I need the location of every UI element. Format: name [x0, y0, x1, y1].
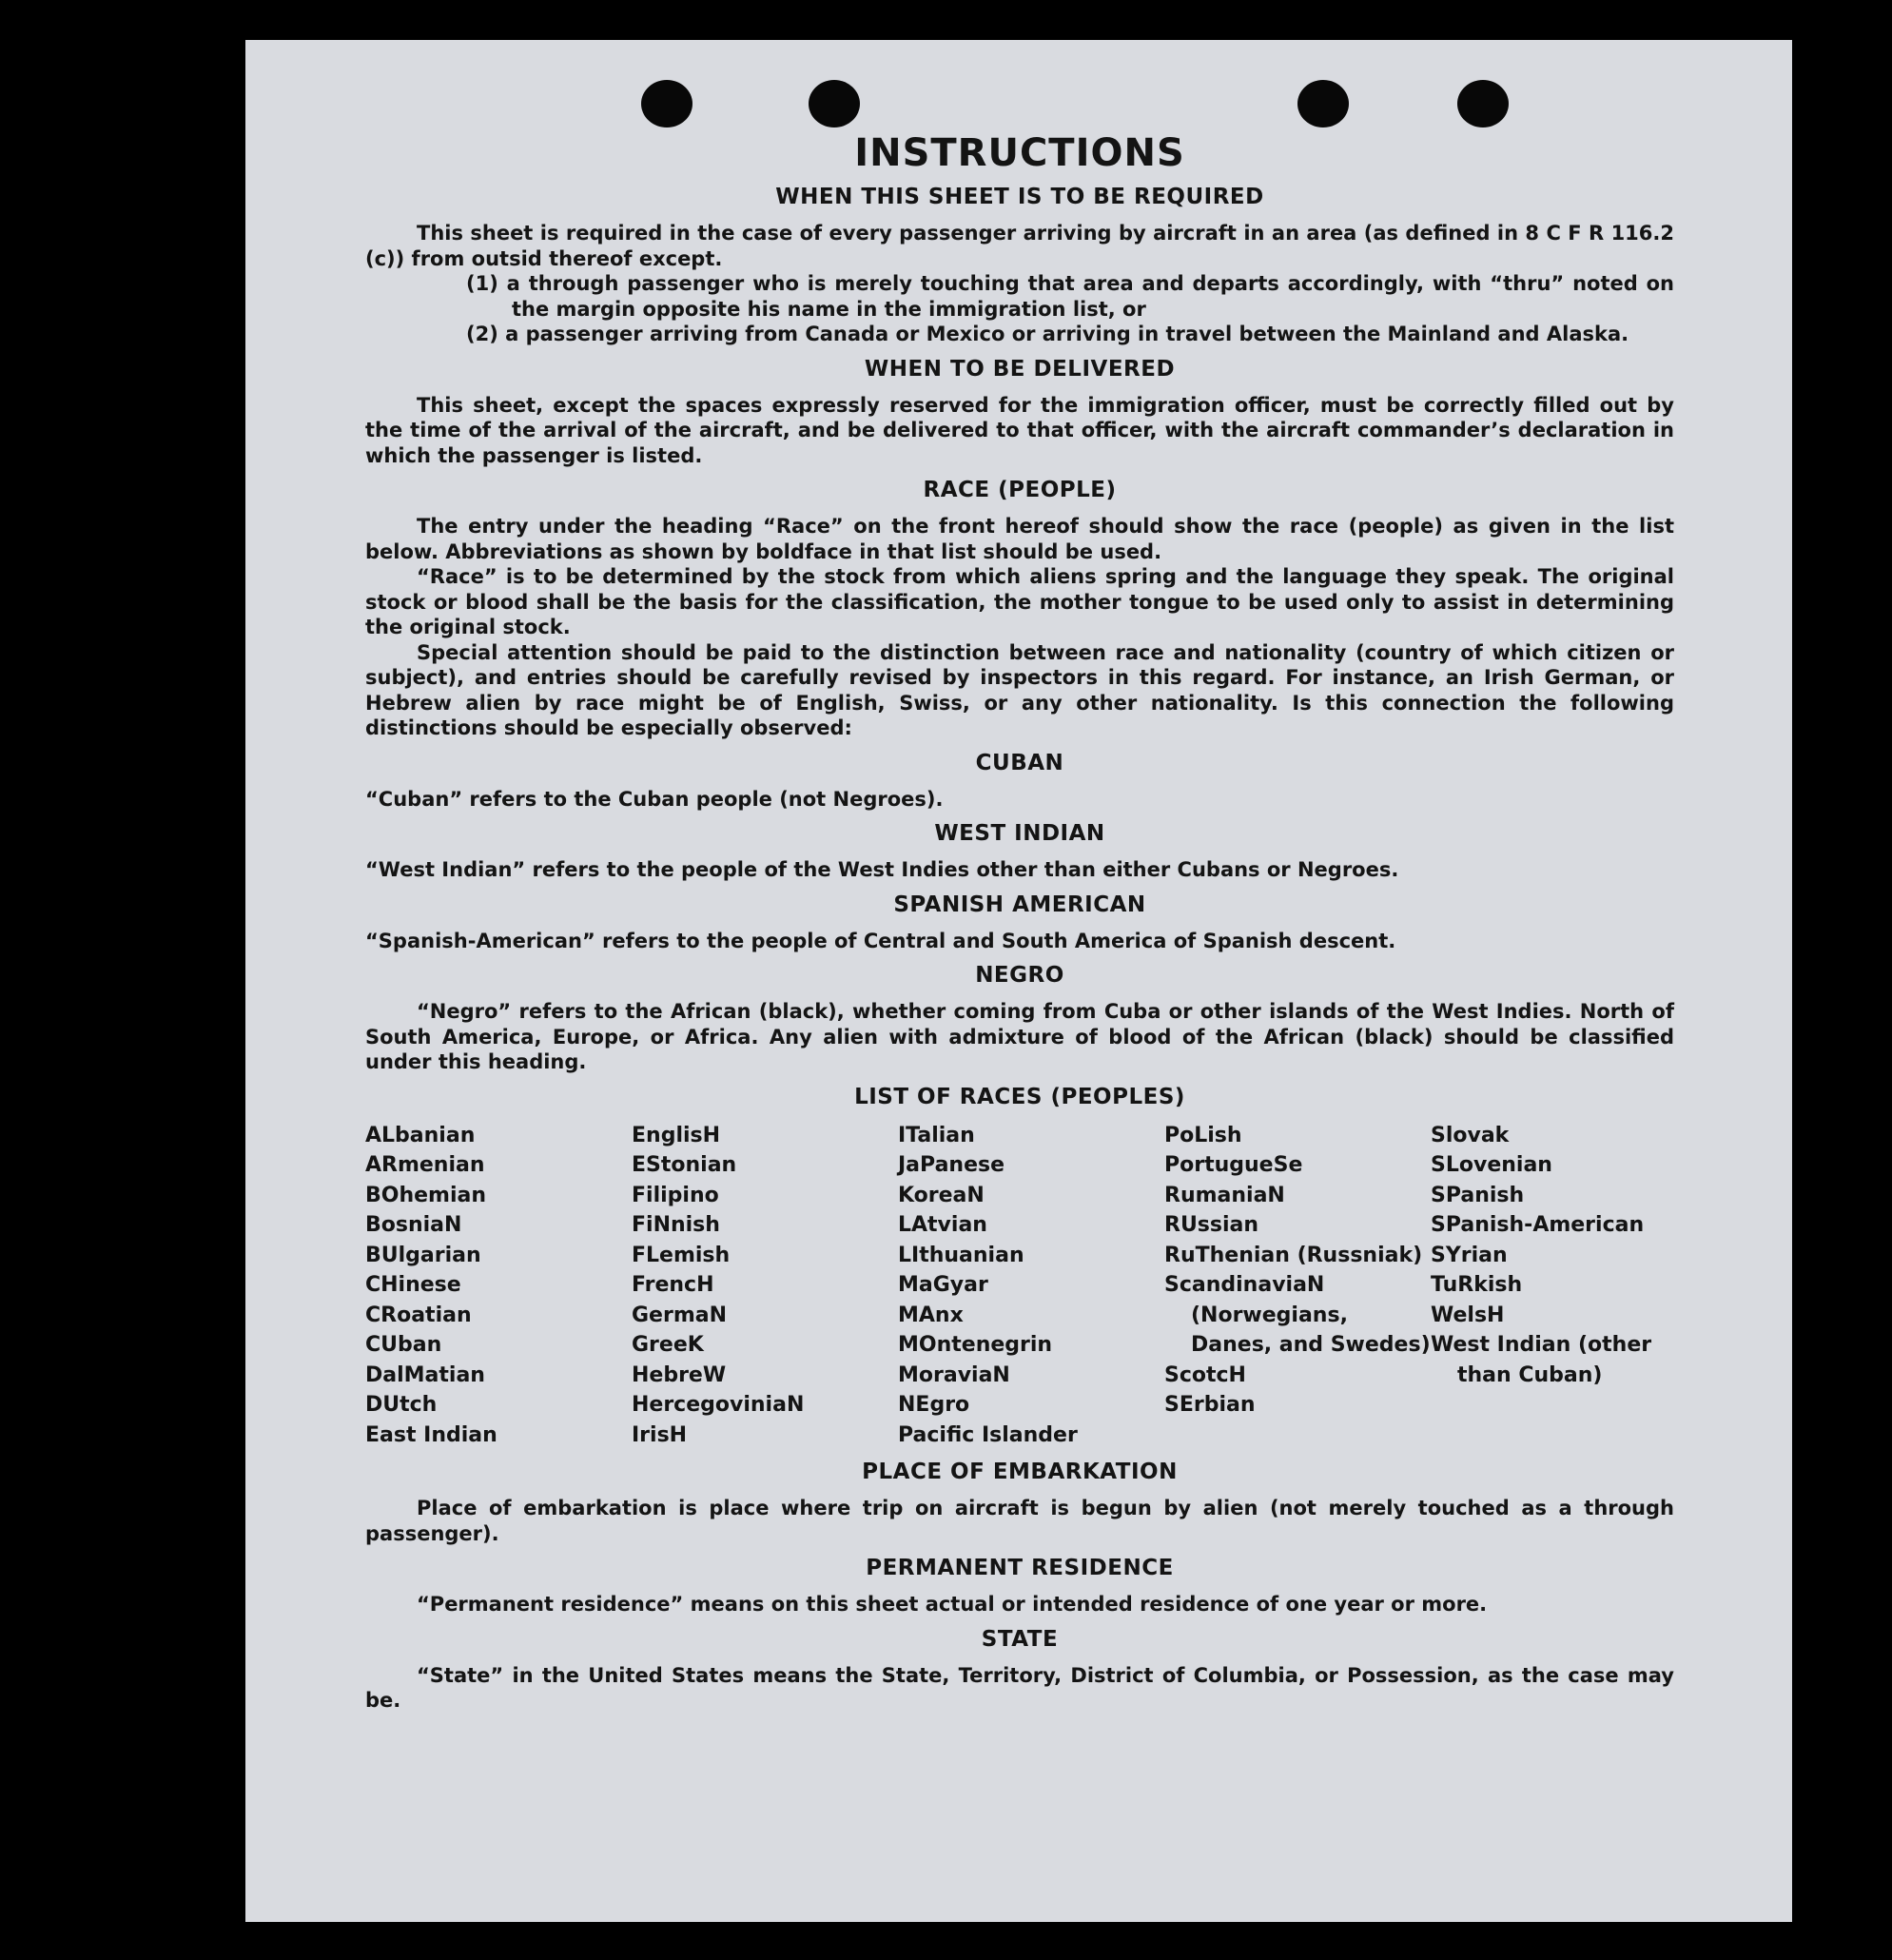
document-page [245, 40, 1792, 1922]
race-entry: NEgro [898, 1393, 970, 1417]
races-column [1431, 1121, 1674, 1451]
section-heading: PLACE OF EMBARKATION [862, 1460, 1178, 1484]
race-entry: MOntenegrin [898, 1333, 1053, 1357]
section-paragraph: Place of embarkation is place where trip on aircraft is begun by alien (not merely touched as a through passenger). [365, 1497, 1674, 1545]
section-heading: LIST OF RACES (PEOPLES) [854, 1084, 1185, 1109]
race-entry: MaGyar [898, 1273, 988, 1297]
race-entry: SPanish [1431, 1183, 1525, 1207]
race-entry: West Indian (other than Cuban) [1431, 1333, 1652, 1387]
races-column [1164, 1121, 1431, 1451]
section-when-required [365, 185, 1674, 347]
section-heading: NEGRO [975, 963, 1064, 988]
races-column [365, 1121, 632, 1451]
race-entry: TuRkish [1431, 1273, 1523, 1297]
section-paragraph: This sheet, except the spaces expressly reserved for the immigration officer, must be correctly filled out by the time of the arrival of the aircraft, and be delivered to that officer, with the aircraft commander’s declaration in which the passenger is listed. [365, 393, 1674, 467]
race-entry: CUban [365, 1333, 442, 1357]
race-entry: MoraviaN [898, 1362, 1010, 1387]
race-entry: FiNnish [632, 1213, 720, 1237]
section-race [365, 478, 1674, 741]
race-entry: PortugueSe [1164, 1153, 1303, 1177]
section-heading: SPANISH AMERICAN [893, 892, 1146, 917]
race-entry: ScotcH [1164, 1362, 1246, 1387]
section-heading: RACE (PEOPLE) [923, 478, 1117, 502]
section-negro [365, 963, 1674, 1075]
section-west-indian [365, 821, 1674, 883]
race-entry: MAnx [898, 1303, 964, 1327]
section-paragraph: “Spanish-American” refers to the people of Central and South America of Spanish descent. [365, 929, 1396, 952]
race-entry: BosniaN [365, 1213, 462, 1237]
race-entry: RumaniaN [1164, 1183, 1285, 1207]
race-entry: ALbanian [365, 1123, 476, 1147]
section-list-of-races [365, 1085, 1674, 1451]
section-place-of-embarkation [365, 1460, 1674, 1546]
section-paragraph: “Race” is to be determined by the stock from which aliens spring and the language they speak. The original stock or blood shall be the basis for the classification, the mother tongue to be used only to assist in determining the original stock. [365, 565, 1674, 638]
section-paragraph: “State” in the United States means the State, Territory, District of Columbia, or Possession, as the case may be. [365, 1663, 1674, 1712]
race-entry: ScandinaviaN (Norwegians, Danes, and Swedes) [1164, 1273, 1431, 1357]
race-entry: LIthuanian [898, 1243, 1024, 1267]
section-heading: WHEN THIS SHEET IS TO BE REQUIRED [775, 185, 1264, 209]
race-entry: RUssian [1164, 1213, 1259, 1237]
section-paragraph: The entry under the heading “Race” on the front hereof should show the race (people) as given in the list below. Abbreviations as shown by boldface in that list should be used. [365, 515, 1674, 563]
section-permanent-residence [365, 1556, 1674, 1617]
race-entry: SErbian [1164, 1393, 1256, 1417]
exception-item: (1) a through passenger who is merely touching that area and departs accordingly, with “thru” noted on the margin opposite his name in the immigration list, or [466, 272, 1674, 321]
race-entry: WelsH [1431, 1303, 1505, 1327]
section-heading: STATE [981, 1626, 1059, 1652]
section-paragraph: “West Indian” refers to the people of the West Indies other than either Cubans or Negroes. [365, 858, 1399, 881]
race-entry: Slovak [1431, 1123, 1510, 1147]
race-entry: SPanish-American [1431, 1213, 1645, 1237]
section-heading: CUBAN [975, 750, 1064, 775]
race-entry: IrisH [632, 1422, 688, 1447]
document-content [365, 131, 1674, 1714]
punch-hole-1 [641, 80, 692, 127]
races-column [632, 1121, 898, 1451]
exception-item: (2) a passenger arriving from Canada or Mexico or arriving in travel between the Mainland and Alaska. [466, 323, 1629, 345]
race-entry: East Indian [365, 1422, 497, 1447]
section-paragraph: “Permanent residence” means on this sheet actual or intended residence of one year or more. [417, 1593, 1488, 1616]
punch-hole-3 [1297, 80, 1349, 127]
races-table [365, 1121, 1674, 1451]
section-state [365, 1627, 1674, 1714]
punch-hole-2 [809, 80, 860, 127]
race-entry: Filipino [632, 1183, 719, 1207]
race-entry: ITalian [898, 1123, 975, 1147]
page-title: INSTRUCTIONS [854, 131, 1185, 175]
race-entry: BUlgarian [365, 1243, 481, 1267]
race-entry: LAtvian [898, 1213, 987, 1237]
section-spanish-american [365, 892, 1674, 954]
race-entry: DalMatian [365, 1362, 485, 1387]
section-heading: WHEN TO BE DELIVERED [864, 356, 1176, 382]
race-entry: DUtch [365, 1393, 438, 1417]
section-heading: PERMANENT RESIDENCE [866, 1556, 1174, 1580]
race-entry: JaPanese [898, 1153, 1005, 1177]
race-entry: HebreW [632, 1362, 727, 1387]
race-entry: CRoatian [365, 1303, 472, 1327]
section-when-delivered [365, 357, 1674, 469]
race-entry: FLemish [632, 1243, 731, 1267]
race-entry: RuThenian (Russniak) [1164, 1243, 1423, 1267]
race-entry: PoLish [1164, 1123, 1242, 1147]
race-entry: Pacific Islander [898, 1422, 1078, 1447]
section-heading: WEST INDIAN [934, 821, 1105, 846]
section-paragraph: “Cuban” refers to the Cuban people (not Negroes). [365, 787, 944, 811]
races-column [898, 1121, 1164, 1451]
section-cuban [365, 751, 1674, 813]
section-paragraph: This sheet is required in the case of every passenger arriving by aircraft in an area (as defined in 8 C F R 116.2 (c)) from outsid thereof except. [365, 222, 1674, 270]
race-entry: GreeK [632, 1333, 704, 1357]
section-paragraph: Special attention should be paid to the distinction between race and nationality (country of which citizen or subject), and entries should be carefully revised by inspectors in this regard. For instance, an Irish German, or Hebrew alien by race might be of English, Swiss, or any other nationality. Is this connection the following distinctions should be especially observed: [365, 640, 1674, 739]
race-entry: CHinese [365, 1273, 461, 1297]
race-entry: GermaN [632, 1303, 728, 1327]
race-entry: FrencH [632, 1273, 714, 1297]
race-entry: HercegoviniaN [632, 1393, 805, 1417]
race-entry: EnglisH [632, 1123, 721, 1147]
race-entry: BOhemian [365, 1183, 487, 1207]
race-entry: SYrian [1431, 1243, 1508, 1267]
race-entry: ARmenian [365, 1153, 485, 1177]
race-entry: KoreaN [898, 1183, 985, 1207]
race-entry: SLovenian [1431, 1153, 1552, 1177]
section-paragraph: “Negro” refers to the African (black), whether coming from Cuba or other islands of the West Indies. North of South America, Europe, or Africa. Any alien with admixture of blood of the African (black) should be classified under this heading. [365, 1000, 1674, 1073]
race-entry: EStonian [632, 1153, 737, 1177]
punch-hole-4 [1457, 80, 1509, 127]
